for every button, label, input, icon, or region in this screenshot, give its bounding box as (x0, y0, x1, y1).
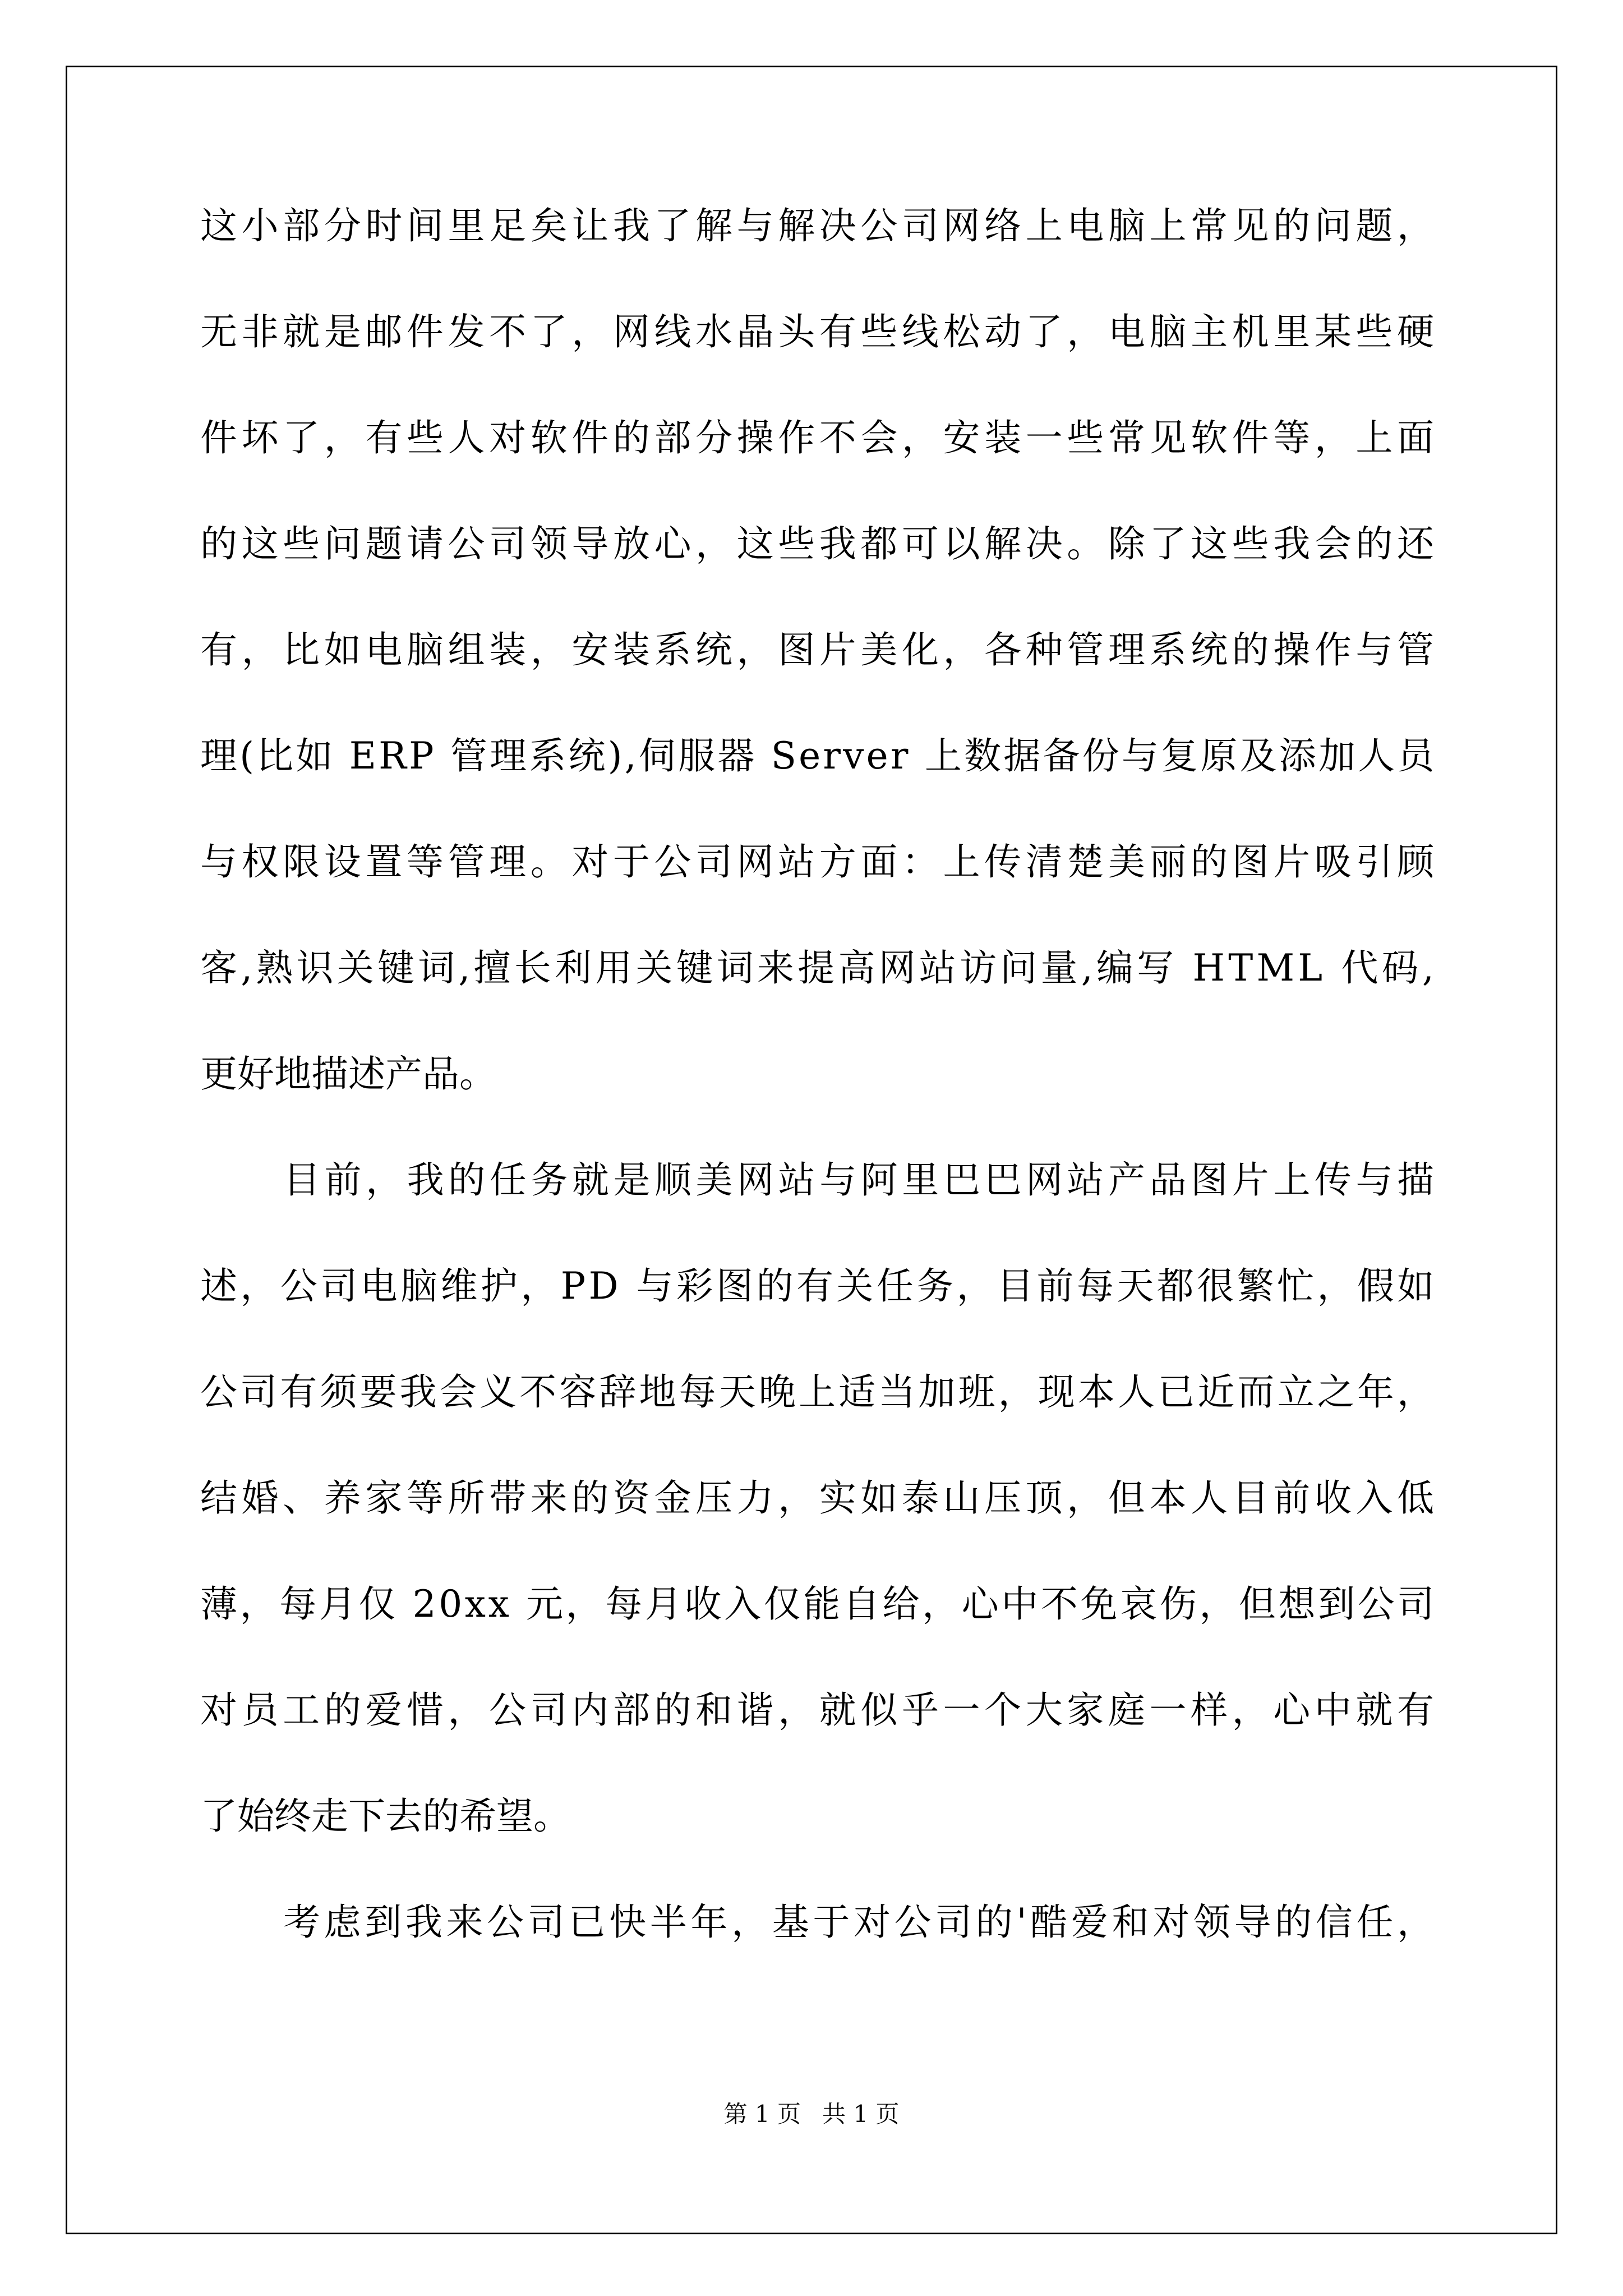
text-line: 与权限设置等管理。对于公司网站方面：上传清楚美丽的图片吸引顾 (200, 840, 1438, 884)
text-line: 薄，每月仅 20xx 元，每月收入仅能自给，心中不免哀伤，但想到公司 (200, 1582, 1437, 1626)
text-line: 对员工的爱惜，公司内部的和谐，就似乎一个大家庭一样，心中就有 (200, 1688, 1438, 1732)
text-line: 这小部分时间里足矣让我了解与解决公司网络上电脑上常见的问题， (200, 204, 1438, 247)
text-line: 更好地描述产品。 (200, 1052, 496, 1096)
text-line: 件坏了，有些人对软件的部分操作不会，安装一些常见软件等，上面 (200, 416, 1438, 459)
text-line: 理(比如 ERP 管理系统),伺服器 Server 上数据备份与复原及添加人员 (200, 734, 1437, 777)
paragraph-start-line: 考虑到我来公司已快半年，基于对公司的'酷爱和对领导的信任， (283, 1901, 1438, 1944)
text-line: 有，比如电脑组装，安装系统，图片美化，各种管理系统的操作与管 (200, 628, 1438, 671)
page-number: 第 1 页 (723, 2100, 801, 2128)
text-line: 述，公司电脑维护，PD 与彩图的有关任务，目前每天都很繁忙，假如 (200, 1264, 1437, 1308)
text-line: 了始终走下去的希望。 (200, 1795, 570, 1838)
text-line: 公司有须要我会义不容辞地每天晚上适当加班，现本人已近而立之年， (200, 1370, 1437, 1414)
page-total: 共 1 页 (822, 2100, 900, 2128)
paragraph-start-line: 目前，我的任务就是顺美网站与阿里巴巴网站产品图片上传与描 (283, 1158, 1438, 1202)
text-line: 无非就是邮件发不了，网线水晶头有些线松动了，电脑主机里某些硬 (200, 310, 1438, 353)
text-line: 结婚、养家等所带来的资金压力，实如泰山压顶，但本人目前收入低 (200, 1476, 1438, 1520)
page-footer (0, 2102, 1623, 2126)
text-line: 客,熟识关键词,擅长利用关键词来提高网站访问量,编写 HTML 代码, (200, 946, 1438, 990)
text-line: 的这些问题请公司领导放心，这些我都可以解决。除了这些我会的还 (200, 522, 1438, 565)
